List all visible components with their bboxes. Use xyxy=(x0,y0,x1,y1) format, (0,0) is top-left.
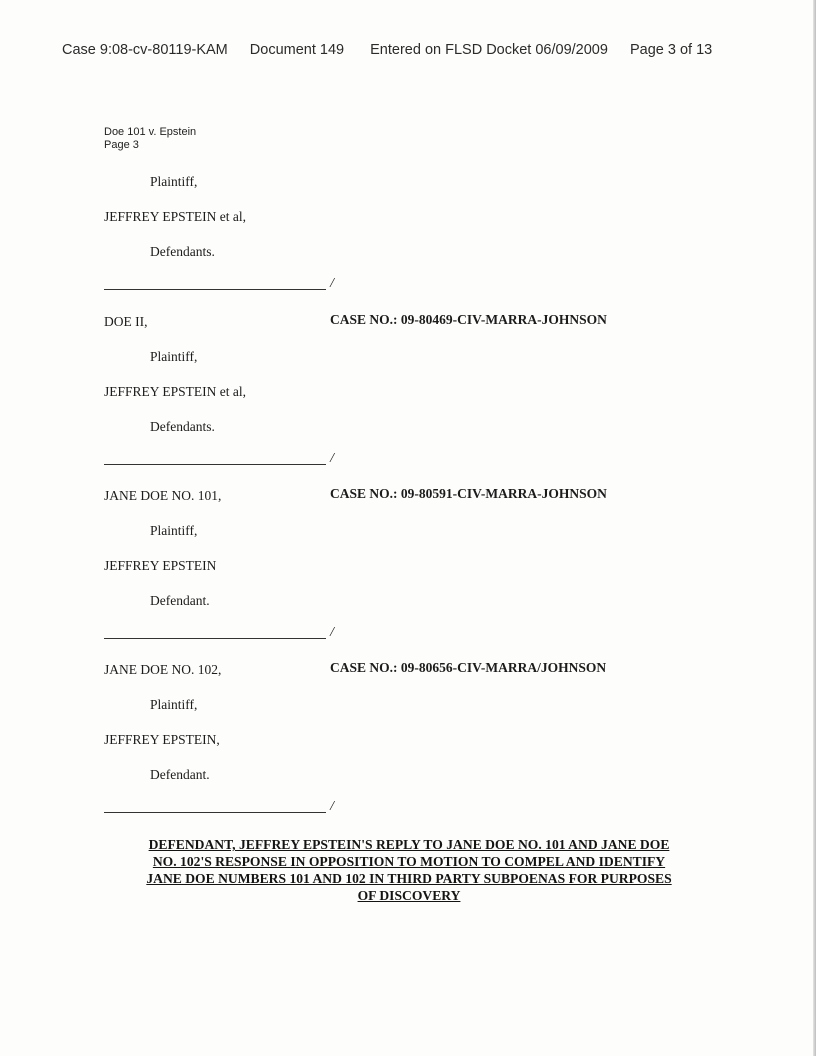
rule-line xyxy=(104,289,326,290)
title-line-2: NO. 102'S RESPONSE IN OPPOSITION TO MOTION TO COMPEL AND IDENTIFY xyxy=(152,854,666,869)
header-case-number: Case 9:08-cv-80119-KAM xyxy=(62,42,228,58)
header-document-number: Document 149 xyxy=(249,42,345,58)
block-1-defendant-label: Defendants. xyxy=(150,419,215,434)
rule-slash: / xyxy=(330,799,334,814)
block-2-signature-rule xyxy=(104,625,334,641)
rule-line xyxy=(104,464,326,465)
block-3-plaintiff-name: JANE DOE NO. 102, xyxy=(104,662,222,677)
block-0-signature-rule xyxy=(104,276,334,292)
block-3-defendant-label: Defendant. xyxy=(150,767,210,782)
block-0-defendant-name: JEFFREY EPSTEIN et al, xyxy=(104,209,247,224)
rule-slash: / xyxy=(330,625,334,640)
block-3-defendant-name: JEFFREY EPSTEIN, xyxy=(104,732,220,747)
header-page-count: Page 3 of 13 xyxy=(629,42,713,58)
block-2-case-number: CASE NO.: 09-80591-CIV-MARRA-JOHNSON xyxy=(330,486,607,501)
block-3-case-number: CASE NO.: 09-80656-CIV-MARRA/JOHNSON xyxy=(330,660,607,675)
block-1-signature-rule xyxy=(104,451,334,467)
document-title xyxy=(100,836,718,904)
docket-header xyxy=(62,42,712,58)
block-0-plaintiff-label: Plaintiff, xyxy=(150,174,198,189)
block-1-plaintiff-label: Plaintiff, xyxy=(150,349,198,364)
block-1-case-number: CASE NO.: 09-80469-CIV-MARRA-JOHNSON xyxy=(330,312,607,327)
block-3-signature-rule xyxy=(104,799,334,815)
block-2-defendant-label: Defendant. xyxy=(150,593,210,608)
rule-line xyxy=(104,812,326,813)
running-head xyxy=(104,126,196,152)
block-2-plaintiff-name: JANE DOE NO. 101, xyxy=(104,488,222,503)
block-1-plaintiff-name: DOE II, xyxy=(104,314,148,329)
running-head-page: Page 3 xyxy=(104,139,139,151)
rule-line xyxy=(104,638,326,639)
block-3-plaintiff-label: Plaintiff, xyxy=(150,697,198,712)
block-2-defendant-name: JEFFREY EPSTEIN xyxy=(104,558,217,573)
running-head-case: Doe 101 v. Epstein xyxy=(104,126,197,138)
title-line-1: DEFENDANT, JEFFREY EPSTEIN'S REPLY TO JANE DOE NO. 101 AND JANE DOE xyxy=(148,837,670,852)
rule-slash: / xyxy=(330,276,334,291)
rule-slash: / xyxy=(330,451,334,466)
title-line-3: JANE DOE NUMBERS 101 AND 102 IN THIRD PARTY SUBPOENAS FOR PURPOSES xyxy=(146,871,672,886)
block-0-defendant-label: Defendants. xyxy=(150,244,215,259)
block-1-defendant-name: JEFFREY EPSTEIN et al, xyxy=(104,384,247,399)
block-2-plaintiff-label: Plaintiff, xyxy=(150,523,198,538)
header-entered-date: Entered on FLSD Docket 06/09/2009 xyxy=(370,42,608,58)
title-line-4: OF DISCOVERY xyxy=(357,888,461,903)
